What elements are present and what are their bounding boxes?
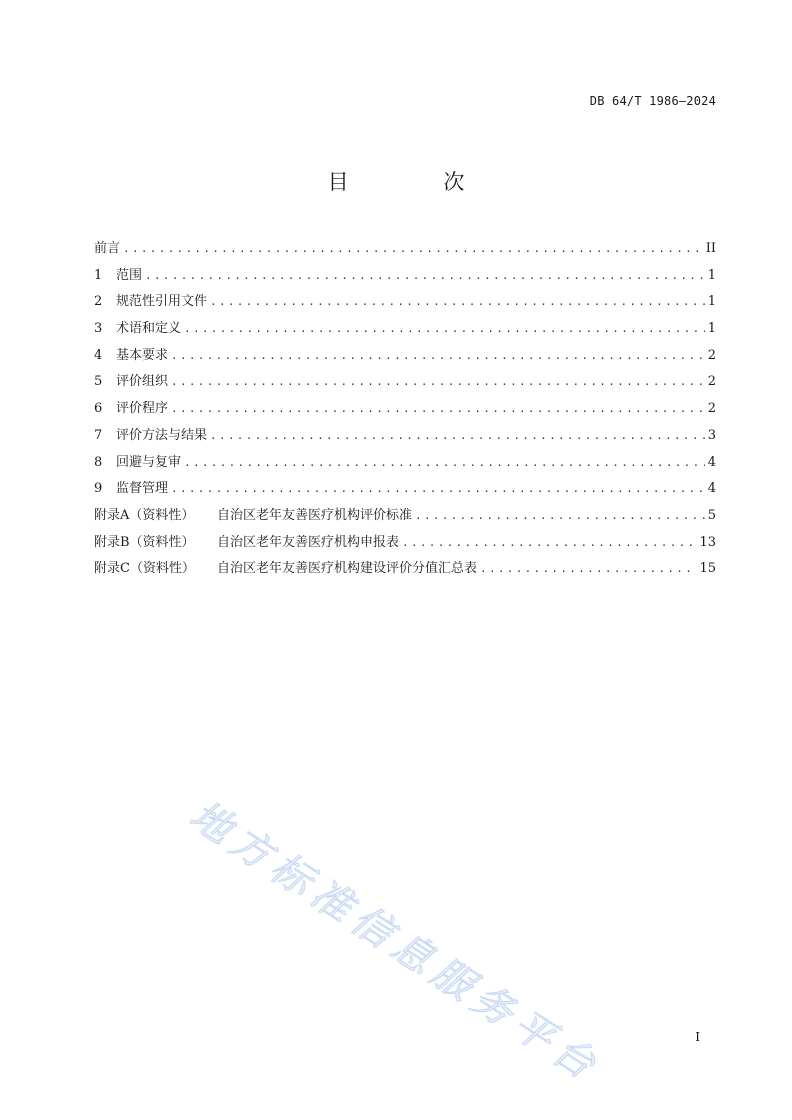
toc-entry-appendix-c[interactable] [94,557,716,584]
toc-entry-label: 评价方法与结果 [116,427,208,443]
toc-entry-label: 回避与复审 [116,454,182,470]
toc-entry-2[interactable] [94,290,716,317]
watermark-text: 地方标准信息服务平台 [181,792,610,1093]
toc-entry-appendix-b[interactable] [94,531,716,558]
dot-leader [480,562,696,575]
dot-leader [171,349,705,362]
toc-entry-number: 7 [94,427,103,443]
toc-entry-label: 评价程序 [116,401,169,417]
toc-entry-appendix-a[interactable] [94,504,716,531]
toc-entry-label: 规范性引用文件 [116,294,208,310]
toc-page-number: 1 [707,294,716,310]
toc-appendix-tag: 附录A（资料性） [94,507,195,523]
dot-leader [402,536,696,549]
toc-entry-number: 6 [94,401,103,417]
toc-entry-3[interactable] [94,317,716,344]
dot-leader [210,429,705,442]
toc-entry-label: 范围 [116,267,143,283]
toc-entry-label: 评价组织 [116,374,169,390]
toc-entry-label: 术语和定义 [116,321,182,337]
toc-entry-label: 基本要求 [116,347,169,363]
toc-entry-foreword[interactable] [94,237,716,264]
toc-page-number: 2 [707,374,716,390]
toc-entry-5[interactable] [94,370,716,397]
dot-leader [171,482,705,495]
document-code: DB 64/T 1986—2024 [589,94,716,108]
toc-entry-number: 3 [94,321,103,337]
toc-entry-label: 自治区老年友善医疗机构建设评价分值汇总表 [217,561,478,577]
dot-leader [415,509,705,522]
table-of-contents [94,237,716,584]
toc-page-number: 2 [707,401,716,417]
toc-entry-6[interactable] [94,397,716,424]
toc-page-number: 3 [707,427,716,443]
toc-page-number: 1 [707,267,716,283]
toc-page-number: 4 [707,481,716,497]
toc-entry-number: 4 [94,347,103,363]
dot-leader [184,456,705,469]
toc-entry-label: 监督管理 [116,481,169,497]
toc-entry-1[interactable] [94,264,716,291]
toc-page-number: 15 [699,561,716,577]
toc-entry-9[interactable] [94,477,716,504]
toc-entry-4[interactable] [94,344,716,371]
dot-leader [171,375,705,388]
page-title: 目 次 [327,170,509,194]
dot-leader [171,402,705,415]
toc-entry-label: 前言 [94,241,121,256]
page-number: I [695,1030,700,1044]
toc-entry-number: 9 [94,481,103,497]
toc-entry-8[interactable] [94,451,716,478]
dot-leader [123,242,703,255]
dot-leader [184,322,705,335]
toc-entry-label: 自治区老年友善医疗机构申报表 [217,534,400,550]
toc-page-number: 13 [699,534,716,550]
toc-page-number: 5 [707,507,716,523]
toc-page-number: 1 [707,321,716,337]
toc-entry-7[interactable] [94,424,716,451]
toc-appendix-tag: 附录C（资料性） [94,561,195,577]
toc-page-number: 2 [707,347,716,363]
toc-entry-label: 自治区老年友善医疗机构评价标准 [217,507,413,523]
toc-entry-number: 2 [94,294,103,310]
toc-page-number: 4 [707,454,716,470]
toc-entry-number: 8 [94,454,103,470]
dot-leader [210,295,705,308]
toc-entry-number: 1 [94,267,103,283]
toc-page-number: II [705,241,716,256]
toc-entry-number: 5 [94,374,103,390]
dot-leader [145,269,705,282]
toc-appendix-tag: 附录B（资料性） [94,534,195,550]
